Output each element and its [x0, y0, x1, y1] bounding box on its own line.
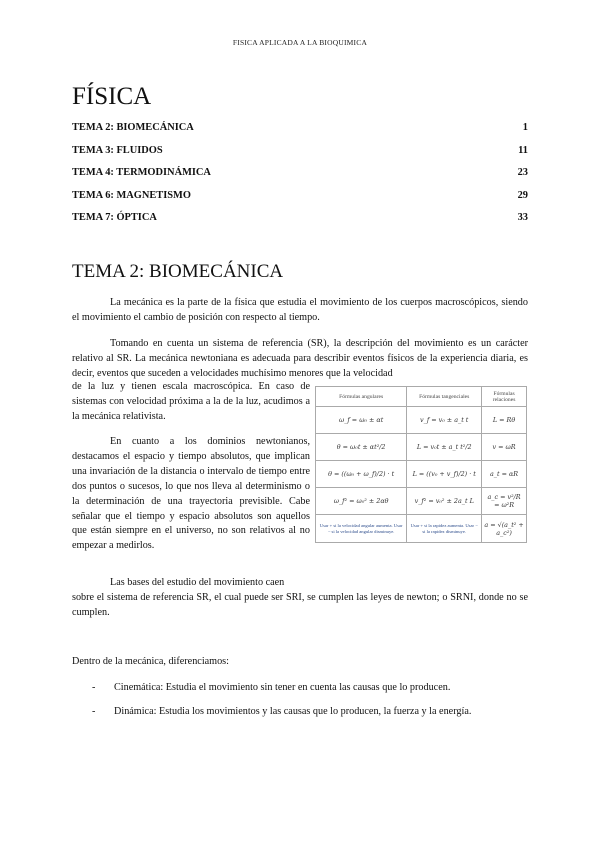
toc-entry-page: 23	[517, 167, 528, 179]
toc-entry-label: TEMA 2: BIOMECÁNICA	[72, 122, 194, 133]
toc-entry[interactable]	[72, 211, 528, 234]
toc-entry[interactable]	[72, 121, 528, 144]
formula-cell: v = ωR	[482, 434, 527, 461]
table-of-contents	[72, 121, 528, 234]
formula-cell: L = ((v₀ + v_f)/2) · t	[407, 461, 482, 488]
formula-cell: ω_f = ω₀ ± αt	[316, 407, 407, 434]
formula-row	[316, 488, 527, 515]
formula-note-cell: Usar + si la rapidez aumenta. Usar − si la rapidez disminuye.	[407, 515, 482, 543]
formula-header: Fórmulas angulares	[316, 387, 407, 407]
paragraph-bases: Las bases del estudio del movimiento caen	[110, 577, 285, 588]
formula-cell: a = √(a_t² + a_c²)	[482, 515, 527, 543]
paragraph-intro: La mecánica es la parte de la física que estudia el movimiento de los cuerpos macroscópicos, siendo el movimiento el cambio de posición con respecto al tiempo.	[72, 297, 528, 323]
formula-header: Fórmulas tangenciales	[407, 387, 482, 407]
paragraph-mechanics-types: Dentro de la mecánica, diferenciamos:	[72, 656, 229, 667]
formula-row	[316, 407, 527, 434]
formula-row	[316, 515, 527, 543]
paragraph-relativistic: de la luz y tienen escala macroscópica. En caso de sistemas con velocidad próxima a la de la luz, acudimos a la mecánica relativista.	[72, 381, 310, 422]
toc-entry-label: TEMA 3: FLUIDOS	[72, 144, 163, 156]
paragraph-newtonian-domains: En cuanto a los dominios newtonianos, destacamos el espacio y tiempo absolutos, que implican una invariación de la distancia o intervalo de tiempo entre dos puntos o sucesos, lo que nos lleva al determinismo o la determinación de una trayectoria previsible. Cabe señalar que el tiempo y espacio absolutos son aquellos que están siempre en el universo, no son relativos al no empezar a medirlos.	[72, 436, 310, 552]
section-title: TEMA 2: BIOMECÁNICA	[72, 261, 284, 282]
formula-cell: a_t = αR	[482, 461, 527, 488]
toc-entry-page: 29	[517, 189, 528, 201]
formula-cell: v_f² = v₀² ± 2a_t L	[407, 488, 482, 515]
toc-entry[interactable]	[72, 166, 528, 189]
page-title: FÍSICA	[72, 83, 152, 110]
formula-cell: L = v₀t ± a_t t²/2	[407, 434, 482, 461]
formula-cell: a_c = v²/R = ω²R	[482, 488, 527, 515]
formula-cell: v_f = v₀ ± a_t t	[407, 407, 482, 434]
formula-cell: ω_f² = ω₀² ± 2αθ	[316, 488, 407, 515]
formula-cell: θ = ((ω₀ + ω_f)/2) · t	[316, 461, 407, 488]
formula-table	[315, 386, 527, 543]
toc-entry-page: 1	[522, 122, 528, 133]
page-header: FISICA APLICADA A LA BIOQUIMICA	[232, 38, 368, 47]
toc-entry[interactable]	[72, 144, 528, 167]
toc-entry-label: TEMA 6: MAGNETISMO	[72, 189, 191, 201]
mechanics-list	[92, 681, 528, 719]
list-item-text: Cinemática: Estudia el movimiento sin tener en cuenta las causas que lo producen.	[114, 682, 451, 693]
list-item	[92, 681, 528, 695]
toc-entry-label: TEMA 4: TERMODINÁMICA	[72, 167, 211, 179]
formula-cell: L = Rθ	[482, 407, 527, 434]
formula-cell: θ = ω₀t ± αt²/2	[316, 434, 407, 461]
formula-table-header-row	[316, 387, 527, 407]
list-bullet: -	[92, 682, 96, 693]
formula-header: Fórmulas relaciones	[482, 387, 527, 407]
paragraph-reference-system: Tomando en cuenta un sistema de referencia (SR), la descripción del movimiento es un carácter relativo al SR. La mecánica newtoniana es adecuada para describir eventos físicos de la experiencia diaria, es decir, eventos que suceden a velocidades muchísimo menores que la velocidad	[72, 338, 528, 379]
formula-row	[316, 461, 527, 488]
paragraph-bases-continued: sobre el sistema de referencia SR, el cual puede ser SRI, se cumplen las leyes de newton; o SRNI, donde no se cumplen.	[72, 592, 528, 618]
toc-entry-label: TEMA 7: ÓPTICA	[72, 212, 157, 224]
toc-entry[interactable]	[72, 189, 528, 212]
list-bullet: -	[92, 706, 96, 717]
toc-entry-page: 11	[518, 144, 528, 156]
formula-row	[316, 434, 527, 461]
list-item	[92, 705, 528, 719]
formula-note-cell: Usar + si la velocidad angular aumenta. Usar − si la velocidad angular disminuye.	[316, 515, 407, 543]
list-item-text: Dinámica: Estudia los movimientos y las causas que lo producen, la fuerza y la energía.	[114, 706, 472, 717]
toc-entry-page: 33	[517, 212, 528, 224]
